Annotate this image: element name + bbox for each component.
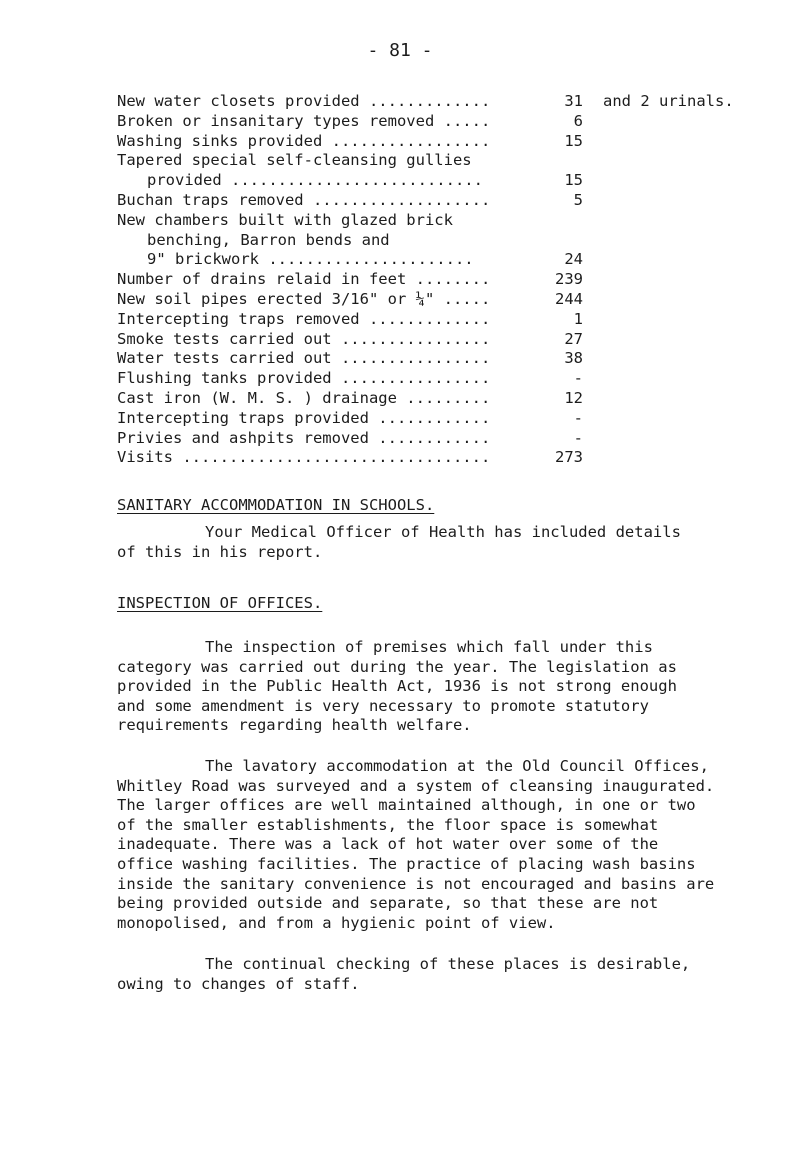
section-heading-offices: INSPECTION OF OFFICES. (117, 594, 323, 612)
stats-row (117, 448, 777, 468)
stats-row (117, 151, 777, 171)
stats-label: New chambers built with glazed brick (117, 210, 453, 229)
paragraph-line: inside the sanitary convenience is not encouraged and basins are (117, 874, 715, 893)
paragraph-line: The lavatory accommodation at the Old Council Offices, (205, 757, 709, 775)
stats-value: 244 (555, 289, 583, 308)
stats-value: - (573, 428, 583, 447)
stats-row (117, 211, 777, 231)
stats-row (117, 290, 777, 310)
offices-paragraph-1 (117, 638, 757, 736)
stats-row (117, 429, 777, 449)
stats-value: 1 (573, 309, 583, 328)
stats-row (117, 92, 777, 112)
paragraph-line: of the smaller establishments, the floor space is somewhat (117, 815, 659, 834)
stats-row (117, 389, 777, 409)
stats-note: and 2 urinals. (603, 92, 734, 110)
paragraph-line: being provided outside and separate, so that these are not (117, 894, 659, 913)
stats-label: Intercepting traps removed ............. (117, 309, 491, 328)
stats-label: 9" brickwork ...................... (147, 250, 474, 269)
stats-value: 239 (555, 270, 583, 289)
paragraph-line: The continual checking of these places is desirable, (205, 955, 691, 973)
stats-label: Number of drains relaid in feet ........ (117, 270, 491, 289)
paragraph-line: monopolised, and from a hygienic point of view. (117, 913, 556, 932)
paragraph-line: Whitley Road was surveyed and a system of cleansing inaugurated. (117, 776, 715, 795)
stats-label: New soil pipes erected 3/16" or ¼" ..... (117, 289, 491, 308)
stats-row (117, 330, 777, 350)
stats-label: Tapered special self-cleansing gullies (117, 151, 472, 170)
stats-label: provided ........................... (147, 171, 483, 190)
stats-row (117, 310, 777, 330)
stats-label: Water tests carried out ................ (117, 349, 491, 368)
paragraph-line: owing to changes of staff. (117, 974, 360, 993)
stats-label: Broken or insanitary types removed ..... (117, 111, 491, 130)
stats-value: 6 (573, 111, 583, 130)
paragraph-line: Your Medical Officer of Health has included details (205, 523, 681, 541)
paragraph-line: provided in the Public Health Act, 1936 is not strong enough (117, 677, 677, 696)
stats-value: 273 (555, 448, 583, 467)
page-number: - 81 - (367, 40, 433, 61)
stats-label: Intercepting traps provided ............ (117, 408, 491, 427)
stats-row (117, 349, 777, 369)
paragraph-line: of this in his report. (117, 542, 323, 561)
stats-row (117, 132, 777, 152)
schools-paragraph (117, 523, 757, 562)
stats-value: 5 (573, 190, 583, 209)
stats-label: Visits ................................. (117, 448, 491, 467)
paragraph-line: office washing facilities. The practice of placing wash basins (117, 854, 696, 873)
paragraph-line: The inspection of premises which fall under this (205, 638, 653, 656)
stats-label: Flushing tanks provided ................ (117, 369, 491, 388)
stats-value: 38 (564, 349, 583, 368)
stats-value: 27 (564, 329, 583, 348)
stats-label: New water closets provided ............. (117, 92, 491, 110)
stats-value: 31 (564, 92, 583, 110)
paragraph-line: and some amendment is very necessary to promote statutory (117, 696, 649, 715)
stats-value: 15 (564, 131, 583, 150)
stats-label: Cast iron (W. M. S. ) drainage ......... (117, 388, 491, 407)
offices-paragraph-3 (117, 955, 757, 994)
stats-label: Privies and ashpits removed ............ (117, 428, 491, 447)
stats-value: - (573, 408, 583, 427)
stats-value: 12 (564, 388, 583, 407)
stats-row (117, 369, 777, 389)
sanitary-works-list (117, 92, 777, 468)
stats-row (117, 270, 777, 290)
stats-row (117, 250, 777, 270)
stats-row (117, 171, 777, 191)
stats-label: Smoke tests carried out ................ (117, 329, 491, 348)
stats-label: Washing sinks provided ................. (117, 131, 491, 150)
stats-row (117, 231, 777, 251)
paragraph-line: The larger offices are well maintained although, in one or two (117, 796, 696, 815)
stats-row (117, 191, 777, 211)
offices-paragraph-2 (117, 757, 757, 933)
stats-value: - (573, 369, 583, 388)
paragraph-line: category was carried out during the year. The legislation as (117, 657, 677, 676)
stats-row (117, 112, 777, 132)
stats-value: 15 (564, 171, 583, 190)
paragraph-line: inadequate. There was a lack of hot water over some of the (117, 835, 659, 854)
stats-row (117, 409, 777, 429)
stats-label: Buchan traps removed ................... (117, 190, 491, 209)
stats-label: benching, Barron bends and (147, 230, 390, 249)
section-heading-schools: SANITARY ACCOMMODATION IN SCHOOLS. (117, 496, 435, 514)
stats-value: 24 (564, 250, 583, 269)
paragraph-line: requirements regarding health welfare. (117, 716, 472, 735)
